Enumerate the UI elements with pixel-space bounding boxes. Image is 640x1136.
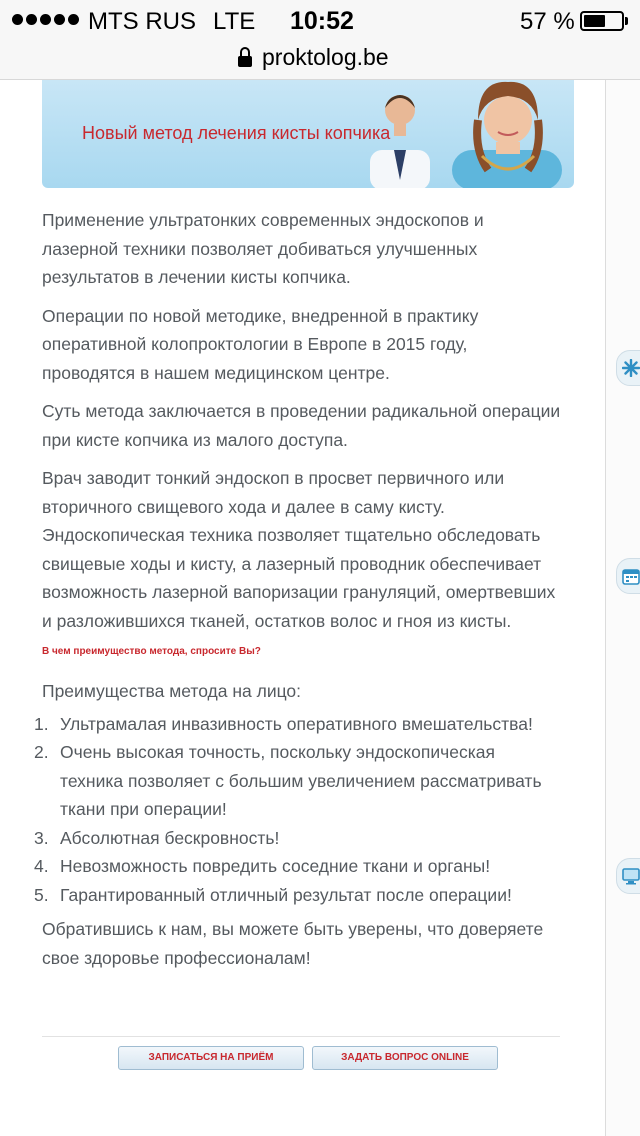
ask-question-online-button[interactable]: ЗАДАТЬ ВОПРОС ONLINE [312,1046,498,1070]
promo-banner [42,80,574,188]
calendar-icon [622,567,640,585]
battery-percent: 57 % [520,8,575,35]
benefit-text: Ультрамалая инвазивность оперативного вмешательства! [60,713,533,734]
article-paragraph: Врач заводит тонкий эндоскоп в просвет первичного или вторичного свищевого хода и далее в саму кисту. Эндоскопическая техника позволяет тщательно обследовать свищевые ходы и кисту, а лазерный проводник обеспечивает возможность лазерной вапоризации грануляций, омертвевших и разложившихся тканей, остатков волос и гноя из кисты. [42,468,556,631]
side-tab-calendar[interactable] [616,558,640,594]
side-panel [606,80,640,1136]
closing-paragraph: Обратившись к нам, вы можете быть уверены, что доверяете свое здоровье профессионалам! [42,919,544,968]
benefit-text: Гарантированный отличный результат после операции! [60,884,512,905]
monitor-icon [622,867,640,885]
benefit-item [34,738,562,824]
benefit-item [34,852,562,881]
article-paragraph: Операции по новой методике, внедренной в практику оперативной колопроктологии в Европе в 2015 году, проводятся в нашем медицинском центре. [42,305,479,383]
signal-strength-icon [12,14,79,25]
medical-icon [622,359,640,377]
banner-title: Новый метод лечения кисты копчика [82,123,391,143]
side-tab-monitor[interactable] [616,858,640,894]
benefit-item [34,824,562,853]
benefit-number: 3. [34,827,49,848]
question-heading: В чем преимущество метода, спросите Вы? [42,646,261,657]
book-appointment-button[interactable]: ЗАПИСАТЬСЯ НА ПРИЁМ [118,1046,304,1070]
status-time: 10:52 [290,7,354,35]
network-type: LTE [213,8,256,35]
benefit-item [34,881,562,910]
content-divider [42,1036,560,1037]
benefit-item [34,710,562,739]
url-text[interactable]: proktolog.be [262,44,389,70]
benefit-text: Невозможность повредить соседние ткани и органы! [60,856,491,876]
side-tab-medical[interactable] [616,350,640,386]
benefit-number: 1. [34,713,49,734]
carrier-name: MTS RUS [88,8,196,35]
benefits-list [34,710,562,910]
battery-icon [580,11,624,31]
benefit-text: Абсолютная бескровность! [60,827,280,848]
address-bar[interactable] [0,40,640,80]
article-paragraph: Применение ультратонких современных эндоскопов и лазерной техники позволяет добиваться улучшенных результатов в лечении кисты копчика. [42,210,484,287]
benefit-text: Очень высокая точность, поскольку эндоскопическая техника позволяет с большим увеличением рассматривать ткани при операции! [60,742,542,819]
article-body [34,206,562,972]
battery-tip [625,17,628,25]
benefit-number: 2. [34,742,49,762]
benefit-number: 4. [34,856,49,876]
lock-icon [237,46,253,68]
status-bar [0,0,640,40]
benefit-number: 5. [34,884,49,905]
article-paragraph: Суть метода заключается в проведении радикальной операции при кисте копчика из малого доступа. [42,401,561,450]
battery-level-fill [584,15,605,27]
benefits-title: Преимущества метода на лицо: [42,681,302,701]
